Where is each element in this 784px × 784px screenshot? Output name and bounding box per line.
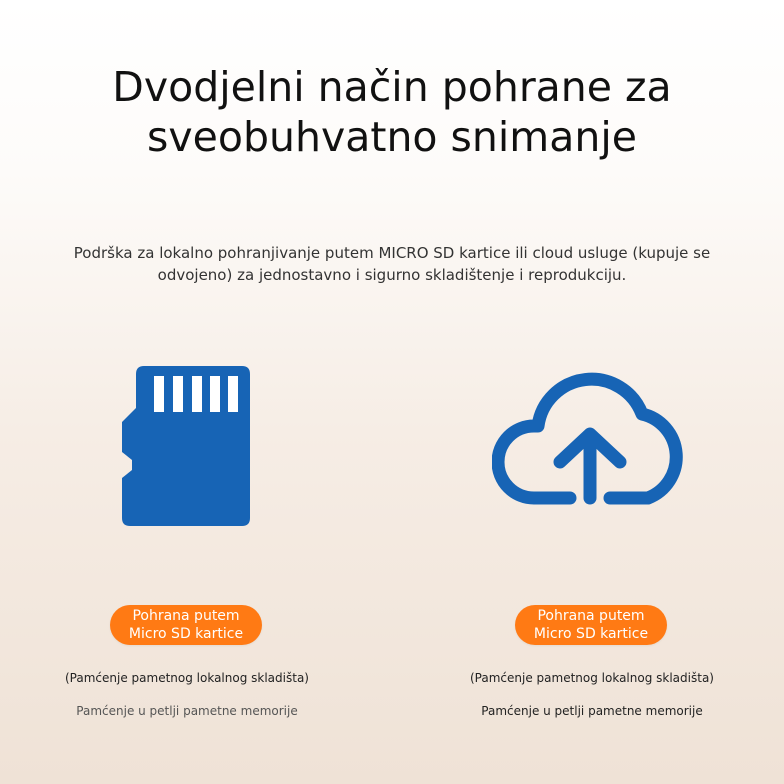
cloud-storage-note-secondary: Pamćenje u petlji pametne memorije — [481, 704, 703, 718]
cloud-storage-badge-line-1: Pohrana putem — [537, 608, 645, 624]
cloud-storage-note-primary: (Pamćenje pametnog lokalnog skladišta) — [470, 671, 714, 685]
page-title — [0, 62, 784, 162]
sd-storage-badge — [110, 605, 262, 645]
sd-storage-note-primary: (Pamćenje pametnog lokalnog skladišta) — [65, 671, 309, 685]
cloud-upload-icon — [492, 370, 692, 510]
cloud-storage-badge-line-2: Micro SD kartice — [533, 626, 649, 642]
sd-storage-note-secondary: Pamćenje u petlji pametne memorije — [76, 704, 298, 718]
page-description-line-1: Podrška za lokalno pohranjivanje putem MICRO SD kartice ili cloud usluge (kupuje se — [73, 244, 711, 262]
sd-storage-badge-line-1: Pohrana putem — [132, 608, 240, 624]
cloud-storage-badge — [515, 605, 667, 645]
page-description — [50, 242, 734, 286]
page-title-line-1: Dvodjelni način pohrane za — [112, 63, 672, 111]
micro-sd-card-icon — [122, 366, 250, 526]
page-description-line-2: odvojeno) za jednostavno i sigurno skladištenje i reprodukciju. — [157, 266, 627, 284]
page-title-line-2: sveobuhvatno snimanje — [147, 113, 637, 161]
sd-storage-badge-line-2: Micro SD kartice — [128, 626, 244, 642]
